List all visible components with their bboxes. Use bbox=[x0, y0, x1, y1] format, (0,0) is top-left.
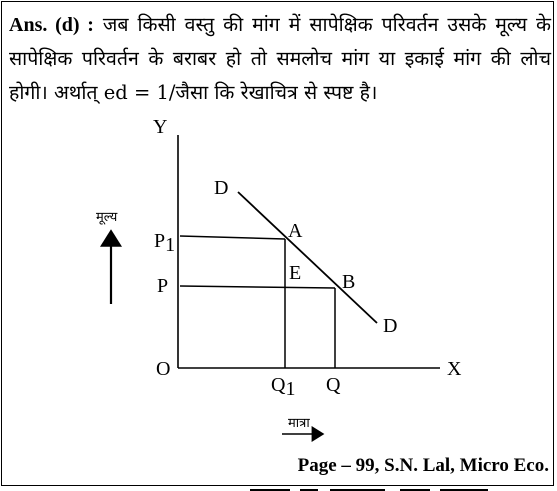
quantity-q1-label: Q1 bbox=[271, 374, 296, 400]
price-line-p bbox=[180, 286, 335, 288]
price-axis-title: मूल्य bbox=[96, 210, 118, 225]
source-citation: Page – 99, S.N. Lal, Micro Eco. bbox=[297, 455, 549, 476]
answer-label: Ans. (d) : bbox=[9, 14, 94, 36]
demand-label-top: D bbox=[214, 177, 229, 199]
quantity-q-label: Q bbox=[326, 374, 341, 396]
price-line-p1 bbox=[180, 236, 285, 239]
demand-curve bbox=[238, 192, 377, 323]
x-axis-label: X bbox=[447, 358, 462, 380]
point-a-label: A bbox=[288, 220, 303, 242]
price-p-label: P bbox=[157, 275, 169, 297]
point-b-label: B bbox=[342, 271, 356, 293]
answer-body: जब किसी वस्तु की मांग में सापेक्षिक परिवर्तन उसके मूल्य के सापेक्षिक परिवर्तन के बराबर हो तो समलोच मांग या इकाई मांग की लोच होगी। अर्थात् ed = 1/जैसा कि रेखाचित्र से स्पष्ट है। bbox=[9, 13, 552, 104]
point-e-label: E bbox=[289, 262, 302, 284]
cropped-text-remnant bbox=[0, 486, 557, 491]
origin-label: O bbox=[156, 358, 171, 380]
y-axis-label: Y bbox=[153, 116, 168, 138]
price-p1-label: P1 bbox=[154, 230, 176, 256]
quantity-axis-title: मात्रा bbox=[288, 416, 310, 431]
demand-label-bottom: D bbox=[383, 315, 398, 337]
